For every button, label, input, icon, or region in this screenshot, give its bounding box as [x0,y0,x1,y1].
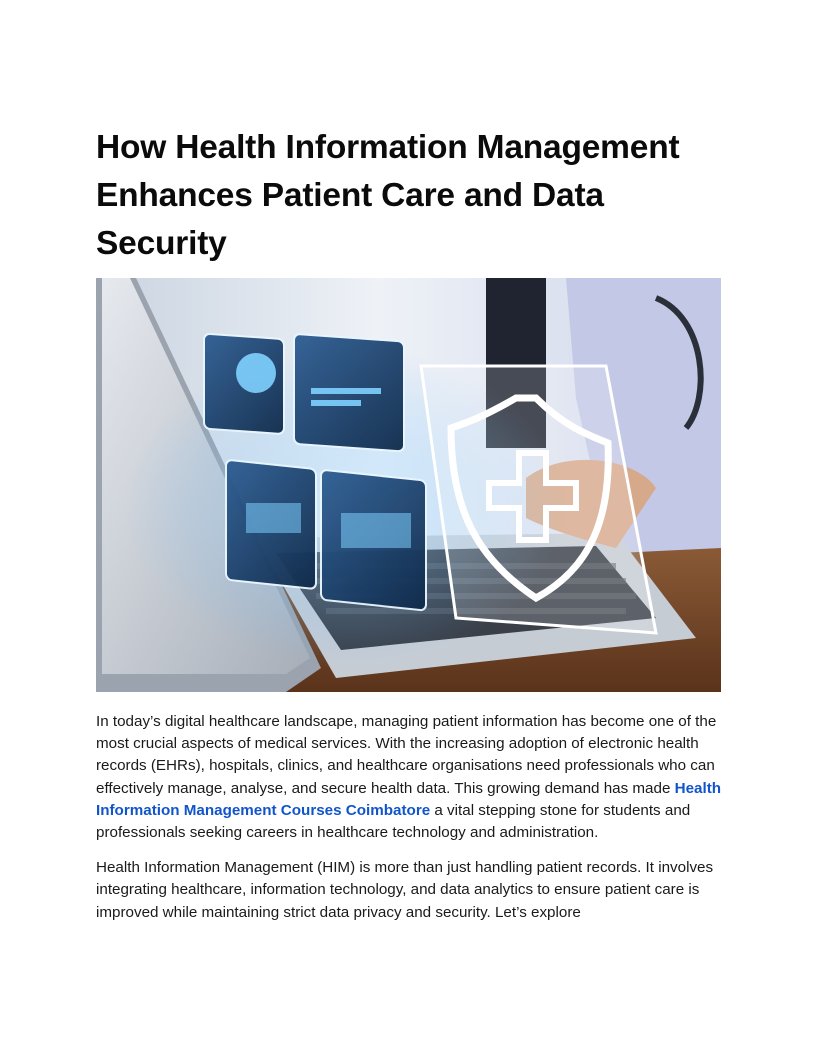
hero-image [96,278,721,692]
document-page [96,124,722,924]
him-paragraph: Health Information Management (HIM) is more than just handling patient records. It involves integrating healthcare, information technology, and data analytics to ensure patient care is improved while maintaining strict data privacy and security. Let’s explore [96,859,714,921]
intro-text-before-link: In today’s digital healthcare landscape, managing patient information has become one of the most crucial aspects of medical services. With the increasing adoption of electronic health records (EHRs), hospitals, clinics, and healthcare organisations need professionals who can effectively manage, analyse, and secure health data. This growing demand has made [96,713,717,797]
intro-text-after-link: a vital stepping stone for students and professionals seeking careers in healthcare technology and administration. [96,801,691,842]
intro-paragraph [96,711,722,844]
him-courses-link[interactable]: Health Information Management Courses Coimbatore [96,779,722,819]
page-title: How Health Information Management Enhances Patient Care and Data Security [96,129,680,262]
